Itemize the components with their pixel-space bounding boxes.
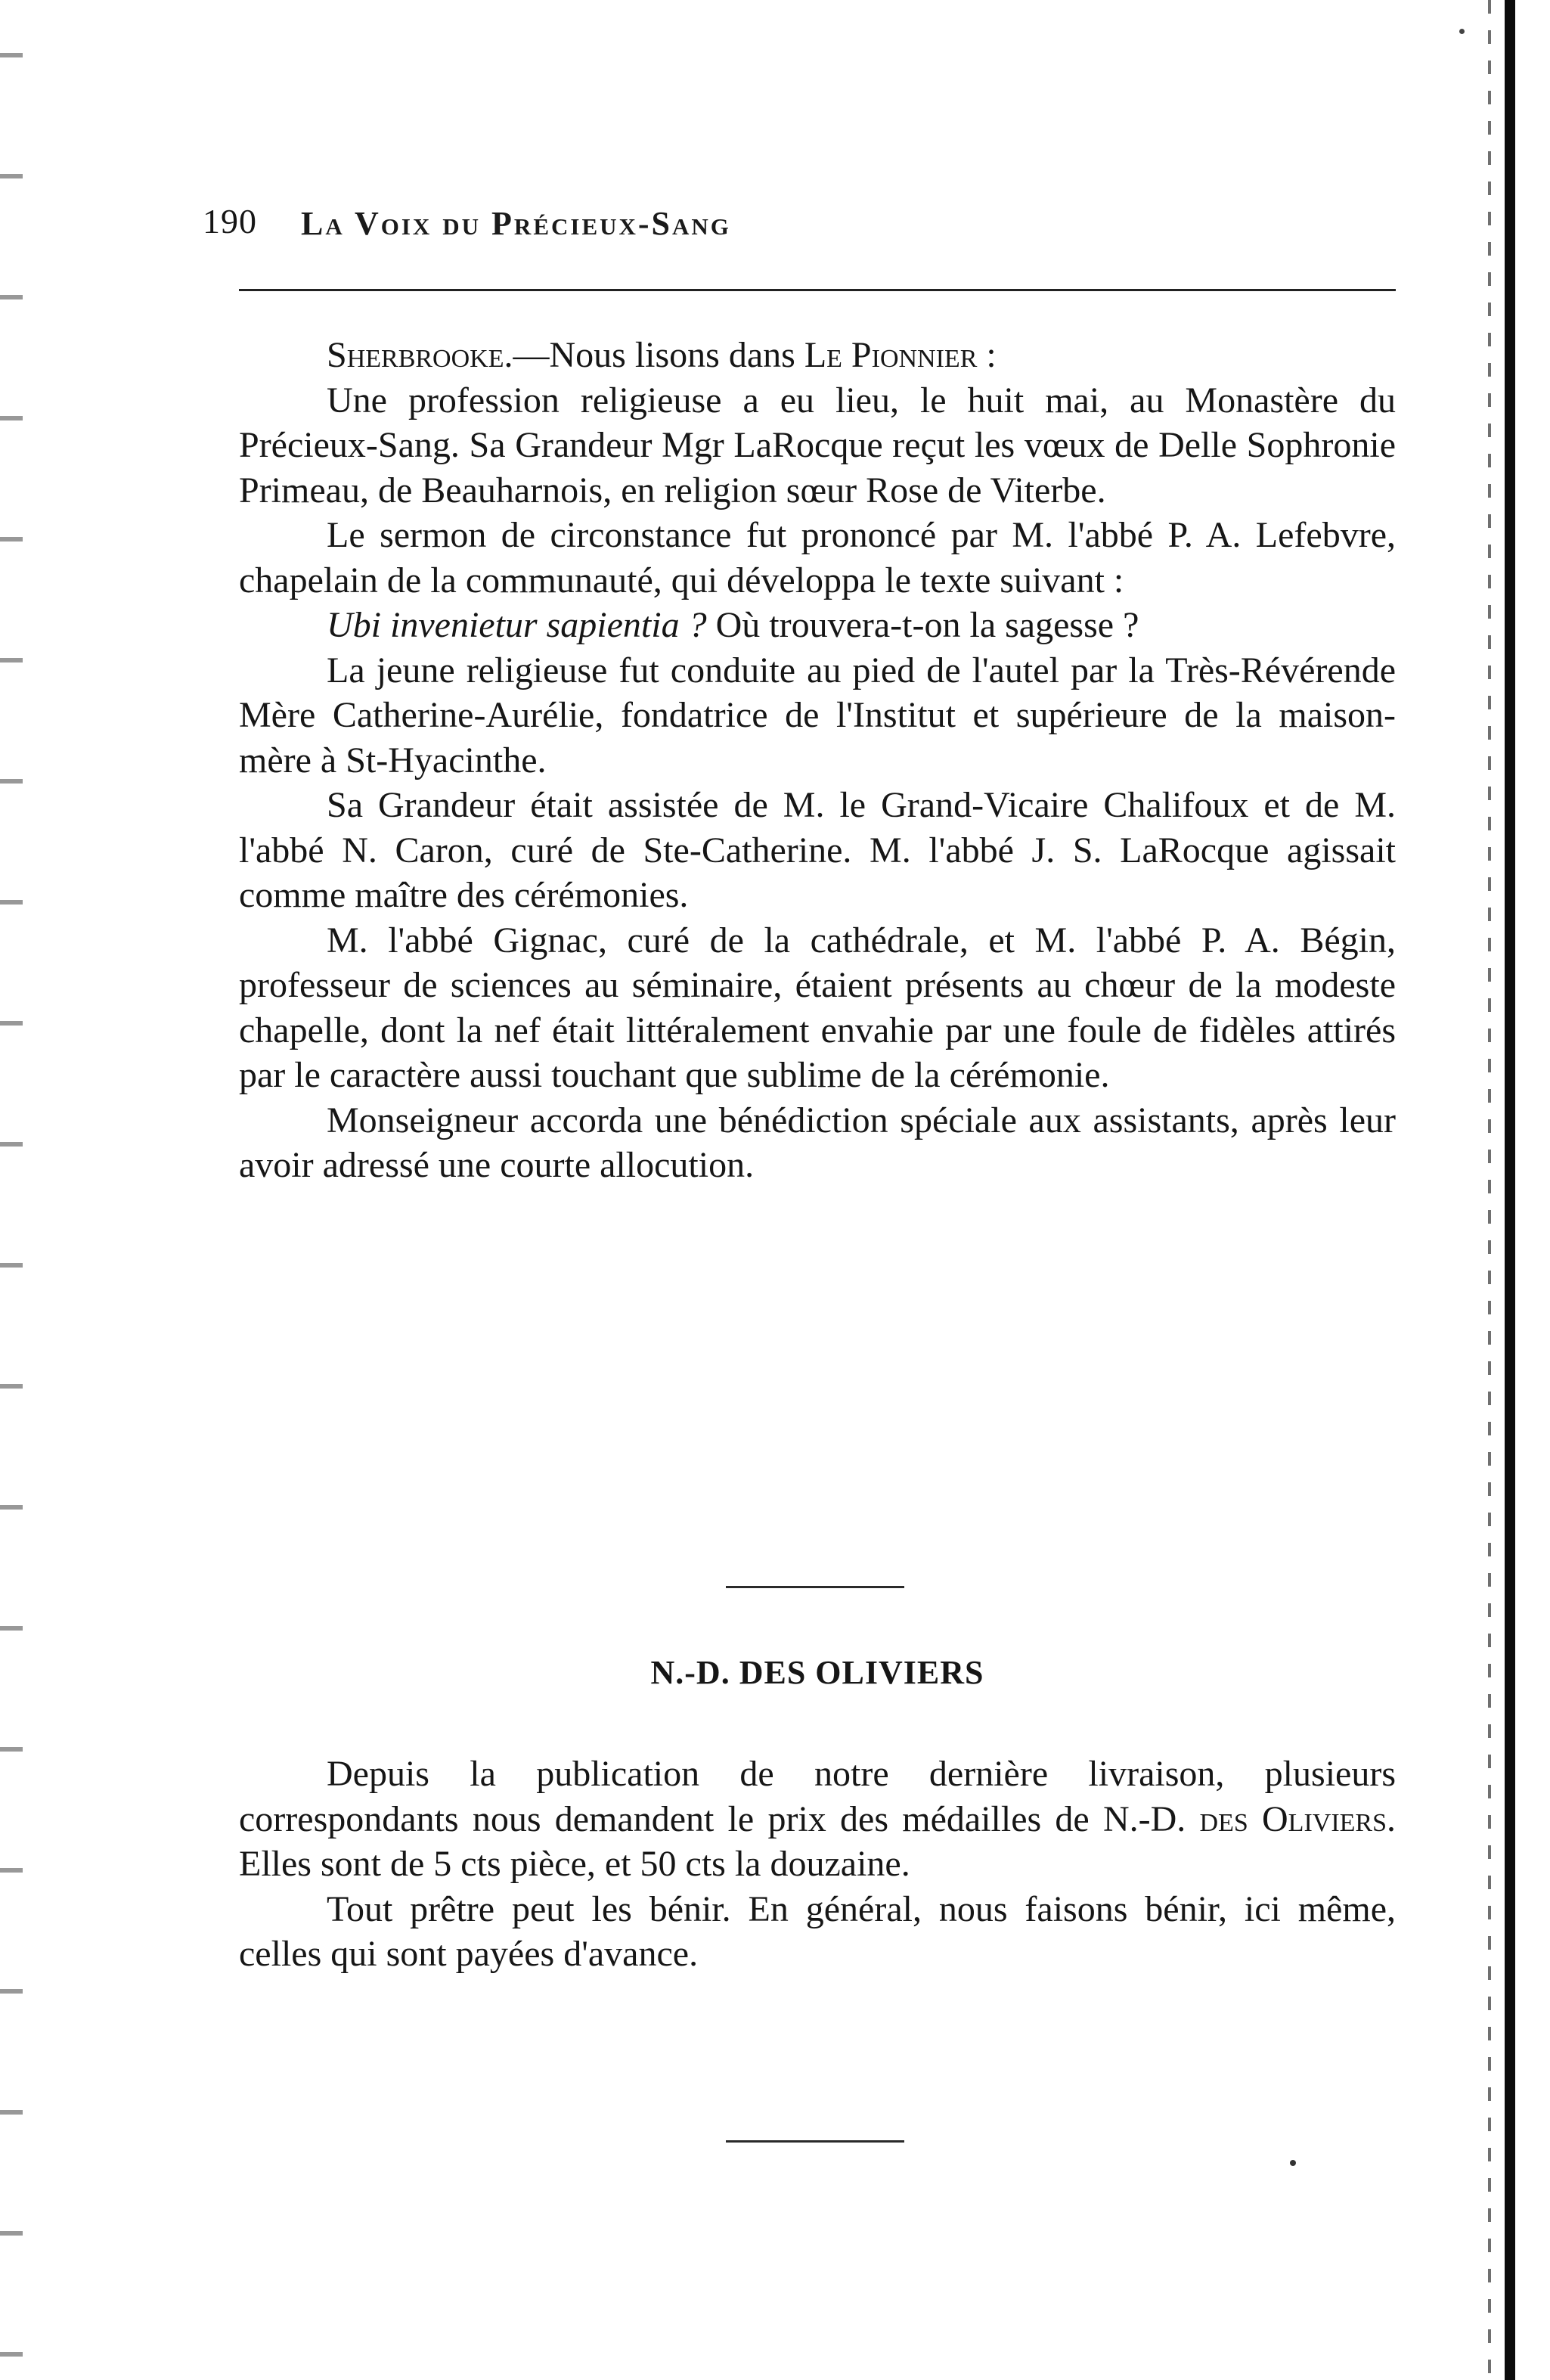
medal-name: N.-D. des Oliviers. bbox=[1102, 1798, 1397, 1839]
paragraph bbox=[239, 1752, 1396, 1887]
left-margin-scan-noise bbox=[0, 0, 23, 2380]
page-number: 190 bbox=[203, 202, 257, 240]
text-run: Depuis la publication de notre dernière livraison, plusieurs correspondants nous demandent le prix des médailles de bbox=[239, 1754, 1396, 1839]
section-title: N.-D. DES OLIVIERS bbox=[650, 1654, 984, 1691]
intro-end: : bbox=[977, 335, 997, 375]
paragraph: M. l'abbé Gignac, curé de la cathédrale, et M. l'abbé P. A. Bégin, professeur de sciences au séminaire, étaient présents au chœur de la modeste chapelle, dont la nef était littéralement envahie par une foule de fidèles attirés par le caractère aussi touchant que sublime de la cérémonie. bbox=[239, 920, 1396, 1095]
latin-translation: Où trouvera-t-on la sagesse ? bbox=[706, 605, 1139, 645]
paragraph: Le sermon de circonstance fut prononcé par M. l'abbé P. A. Lefebvre, chapelain de la communauté, qui développa le texte suivant : bbox=[239, 515, 1396, 600]
right-edge-scan-border bbox=[1505, 0, 1515, 2380]
paragraph: Une profession religieuse a eu lieu, le huit mai, au Monastère du Précieux-Sang. Sa Grandeur Mgr LaRocque reçut les vœux de Delle Sophronie Primeau, de Beauharnois, en religion sœur Rose de Viterbe. bbox=[239, 380, 1396, 510]
paragraph: Monseigneur accorda une bénédiction spéciale aux assistants, après leur avoir adressé une courte allocution. bbox=[239, 1100, 1396, 1185]
section-separator bbox=[726, 1586, 904, 1588]
intro-source: Le Pionnier bbox=[804, 335, 978, 375]
end-separator bbox=[726, 2140, 904, 2143]
article-oliviers bbox=[239, 1752, 1396, 1977]
paragraph: Sa Grandeur était assistée de M. le Grand-Vicaire Chalifoux et de M. l'abbé N. Caron, curé de Ste-Catherine. M. l'abbé J. S. LaRocque agissait comme maître des cérémonies. bbox=[239, 785, 1396, 915]
article-intro bbox=[239, 333, 1396, 378]
scan-speck bbox=[1459, 29, 1465, 34]
scan-speck bbox=[1290, 2160, 1296, 2166]
paragraph: Tout prêtre peut les bénir. En général, nous faisons bénir, ici même, celles qui sont payées d'avance. bbox=[239, 1888, 1396, 1974]
right-edge-scan-noise bbox=[1488, 0, 1491, 2380]
paragraph: La jeune religieuse fut conduite au pied de l'autel par la Très-Révérende Mère Catherine-Aurélie, fondatrice de l'Institut et supérieure de la maison-mère à St-Hyacinthe. bbox=[239, 650, 1396, 780]
latin-quote-line bbox=[239, 603, 1396, 648]
text-run: Elles sont de 5 cts pièce, et 50 cts la douzaine. bbox=[239, 1844, 910, 1884]
article-sherbrooke bbox=[239, 333, 1396, 1188]
latin-quote: Ubi invenietur sapientia ? bbox=[327, 605, 707, 645]
intro-text: —Nous lisons dans bbox=[513, 335, 804, 375]
intro-place: Sherbrooke. bbox=[327, 335, 513, 375]
header-rule bbox=[239, 289, 1396, 291]
running-header: La Voix du Précieux-Sang bbox=[301, 205, 731, 242]
